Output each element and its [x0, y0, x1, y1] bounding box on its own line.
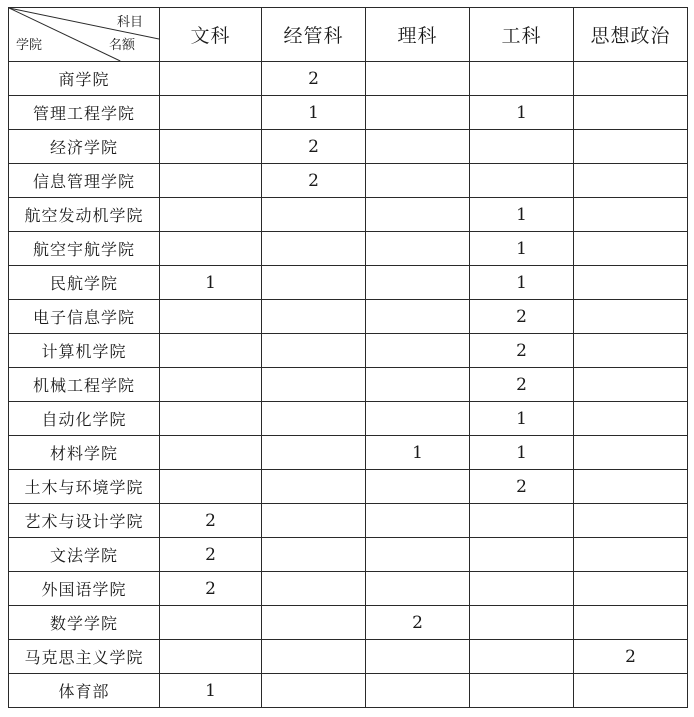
- quota-cell: 2: [160, 504, 262, 538]
- quota-cell: [366, 300, 470, 334]
- quota-cell: [574, 266, 688, 300]
- quota-cell: [574, 436, 688, 470]
- quota-cell: [262, 266, 366, 300]
- college-name-cell: 马克思主义学院: [9, 640, 160, 674]
- quota-cell: [262, 470, 366, 504]
- quota-cell: [366, 334, 470, 368]
- table-row: [9, 62, 688, 96]
- quota-cell: [262, 300, 366, 334]
- quota-cell: 2: [470, 368, 574, 402]
- quota-cell: [262, 674, 366, 708]
- quota-cell: [470, 130, 574, 164]
- college-name-cell: 经济学院: [9, 130, 160, 164]
- table-row: [9, 130, 688, 164]
- college-name-cell: 航空发动机学院: [9, 198, 160, 232]
- college-name-cell: 计算机学院: [9, 334, 160, 368]
- college-name-cell: 民航学院: [9, 266, 160, 300]
- table-row: [9, 606, 688, 640]
- table-row: [9, 504, 688, 538]
- table-row: [9, 538, 688, 572]
- college-name-cell: 信息管理学院: [9, 164, 160, 198]
- corner-college-label: 学院: [16, 38, 43, 53]
- quota-cell: [574, 674, 688, 708]
- quota-cell: [160, 198, 262, 232]
- quota-cell: [262, 402, 366, 436]
- quota-cell: [160, 470, 262, 504]
- quota-cell: [470, 538, 574, 572]
- quota-cell: [160, 334, 262, 368]
- quota-cell: [160, 300, 262, 334]
- college-name-cell: 管理工程学院: [9, 96, 160, 130]
- quota-cell: [366, 402, 470, 436]
- quota-cell: [160, 96, 262, 130]
- quota-cell: 2: [160, 538, 262, 572]
- table-row: [9, 470, 688, 504]
- table-body: [9, 62, 688, 708]
- quota-cell: 1: [366, 436, 470, 470]
- quota-cell: 1: [470, 402, 574, 436]
- table-row: [9, 674, 688, 708]
- header-row: [9, 8, 688, 62]
- table-row: [9, 164, 688, 198]
- college-name-cell: 自动化学院: [9, 402, 160, 436]
- quota-cell: [366, 266, 470, 300]
- college-name-cell: 文法学院: [9, 538, 160, 572]
- column-header: 理科: [366, 8, 470, 62]
- college-name-cell: 航空宇航学院: [9, 232, 160, 266]
- college-name-cell: 艺术与设计学院: [9, 504, 160, 538]
- quota-cell: [160, 606, 262, 640]
- corner-quota-label: 名额: [108, 38, 135, 53]
- quota-cell: 2: [470, 334, 574, 368]
- table-row: [9, 96, 688, 130]
- quota-cell: [574, 368, 688, 402]
- quota-cell: [366, 368, 470, 402]
- quota-cell: 1: [470, 96, 574, 130]
- quota-cell: [574, 572, 688, 606]
- quota-cell: [470, 640, 574, 674]
- quota-cell: [574, 504, 688, 538]
- college-name-cell: 体育部: [9, 674, 160, 708]
- college-name-cell: 机械工程学院: [9, 368, 160, 402]
- table-row: [9, 402, 688, 436]
- quota-cell: [160, 436, 262, 470]
- table-row: [9, 198, 688, 232]
- quota-cell: [470, 62, 574, 96]
- quota-cell: [262, 538, 366, 572]
- quota-cell: [262, 504, 366, 538]
- college-name-cell: 数学学院: [9, 606, 160, 640]
- quota-cell: [366, 504, 470, 538]
- quota-cell: [366, 538, 470, 572]
- quota-cell: [262, 198, 366, 232]
- quota-cell: [366, 572, 470, 606]
- quota-cell: 2: [262, 62, 366, 96]
- table-row: [9, 232, 688, 266]
- quota-table: [8, 7, 688, 708]
- quota-cell: 2: [574, 640, 688, 674]
- quota-cell: [366, 470, 470, 504]
- quota-cell: [262, 436, 366, 470]
- college-name-cell: 土木与环境学院: [9, 470, 160, 504]
- quota-cell: [160, 62, 262, 96]
- quota-cell: [574, 470, 688, 504]
- corner-header-cell: [9, 8, 160, 62]
- college-name-cell: 电子信息学院: [9, 300, 160, 334]
- quota-cell: [366, 62, 470, 96]
- quota-cell: [366, 130, 470, 164]
- quota-cell: [470, 164, 574, 198]
- quota-cell: [574, 232, 688, 266]
- table-row: [9, 266, 688, 300]
- quota-cell: 1: [262, 96, 366, 130]
- quota-cell: [470, 572, 574, 606]
- table-row: [9, 368, 688, 402]
- quota-cell: 2: [262, 130, 366, 164]
- quota-cell: [366, 96, 470, 130]
- quota-cell: 2: [160, 572, 262, 606]
- quota-cell: [366, 164, 470, 198]
- quota-cell: 1: [470, 232, 574, 266]
- quota-cell: 1: [160, 674, 262, 708]
- table-row: [9, 572, 688, 606]
- table-row: [9, 640, 688, 674]
- quota-cell: [574, 130, 688, 164]
- quota-cell: 1: [470, 198, 574, 232]
- quota-cell: 1: [470, 436, 574, 470]
- column-header: 思想政治: [574, 8, 688, 62]
- quota-cell: 2: [366, 606, 470, 640]
- quota-cell: [366, 232, 470, 266]
- quota-cell: [160, 232, 262, 266]
- quota-cell: [366, 640, 470, 674]
- quota-cell: [262, 572, 366, 606]
- quota-cell: [574, 606, 688, 640]
- quota-cell: [574, 62, 688, 96]
- table-row: [9, 436, 688, 470]
- quota-cell: [470, 606, 574, 640]
- quota-cell: [574, 300, 688, 334]
- quota-cell: [574, 334, 688, 368]
- column-header: 经管科: [262, 8, 366, 62]
- corner-subject-label: 科目: [116, 15, 143, 30]
- quota-cell: [574, 402, 688, 436]
- quota-cell: [160, 640, 262, 674]
- quota-cell: [366, 674, 470, 708]
- column-header: 文科: [160, 8, 262, 62]
- quota-cell: 2: [470, 470, 574, 504]
- table-row: [9, 334, 688, 368]
- quota-cell: [574, 96, 688, 130]
- quota-cell: [574, 198, 688, 232]
- quota-cell: [262, 640, 366, 674]
- quota-cell: [262, 606, 366, 640]
- quota-cell: 2: [470, 300, 574, 334]
- quota-cell: [262, 368, 366, 402]
- quota-cell: [262, 334, 366, 368]
- table-row: [9, 300, 688, 334]
- quota-cell: [470, 504, 574, 538]
- quota-cell: [470, 674, 574, 708]
- quota-cell: 1: [160, 266, 262, 300]
- college-name-cell: 商学院: [9, 62, 160, 96]
- quota-cell: [160, 164, 262, 198]
- column-header: 工科: [470, 8, 574, 62]
- quota-cell: 2: [262, 164, 366, 198]
- quota-cell: [160, 368, 262, 402]
- quota-cell: [262, 232, 366, 266]
- quota-cell: [160, 130, 262, 164]
- college-name-cell: 材料学院: [9, 436, 160, 470]
- quota-cell: [574, 538, 688, 572]
- college-name-cell: 外国语学院: [9, 572, 160, 606]
- quota-cell: [366, 198, 470, 232]
- quota-cell: [574, 164, 688, 198]
- quota-cell: 1: [470, 266, 574, 300]
- quota-cell: [160, 402, 262, 436]
